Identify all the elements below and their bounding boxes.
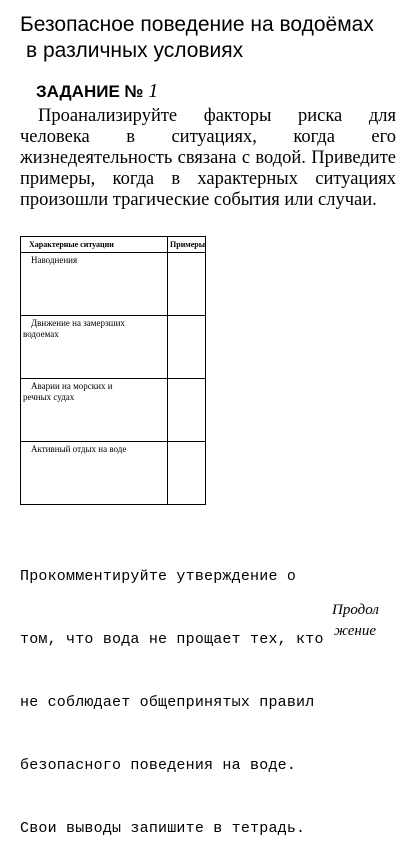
table-row [21,379,206,442]
situation-line: водоемах [23,329,59,339]
situation-line: Движение на замерзших [31,318,125,328]
continuation-part-2: жение [334,623,377,639]
header-situations: Характерные ситуации [21,237,168,253]
situation-line: Аварии на морских и [31,381,113,391]
page-title [20,12,410,64]
comment-line: безопасного поведения на воде. [20,757,297,774]
situation-line: Активный отдых на воде [31,444,127,454]
example-cell[interactable] [168,379,206,442]
comment-line: Прокомментируйте утверждение о [20,568,297,585]
title-line-2: в различных условиях [26,39,244,62]
table-header-row [21,237,206,253]
comment-line: не соблюдает общепринятых правил [20,694,315,711]
comment-line: том, что вода не прощает тех, кто [20,631,324,648]
situation-cell [21,379,168,442]
header-examples: Примеры [168,237,206,253]
example-cell[interactable] [168,253,206,316]
situation-cell [21,316,168,379]
situation-cell [21,253,168,316]
comment-line: Свои выводы запишите в тетрадь. [20,820,306,837]
example-cell[interactable] [168,316,206,379]
table-row [21,442,206,505]
task-text: Проанализируйте факторы риска для человека в ситуациях, когда его жизнедеятельность связана с водой. Приведите примеры, когда в характерных ситуациях произошли трагические события или случаи. [20,106,396,210]
comment-text [20,524,400,860]
example-cell[interactable] [168,442,206,505]
task-number: 1 [148,80,159,102]
situation-line: речных судах [23,392,75,402]
situations-table [20,236,206,505]
task-label: ЗАДАНИЕ № [36,82,144,101]
table-row [21,253,206,316]
situation-cell [21,442,168,505]
continuation-part-1: Продол [332,602,379,618]
task-heading [36,80,158,103]
title-line-1: Безопасное поведение на водоёмах [20,13,374,36]
table-row [21,316,206,379]
situation-line: Наводнения [31,255,78,265]
continuation-note [332,600,402,642]
